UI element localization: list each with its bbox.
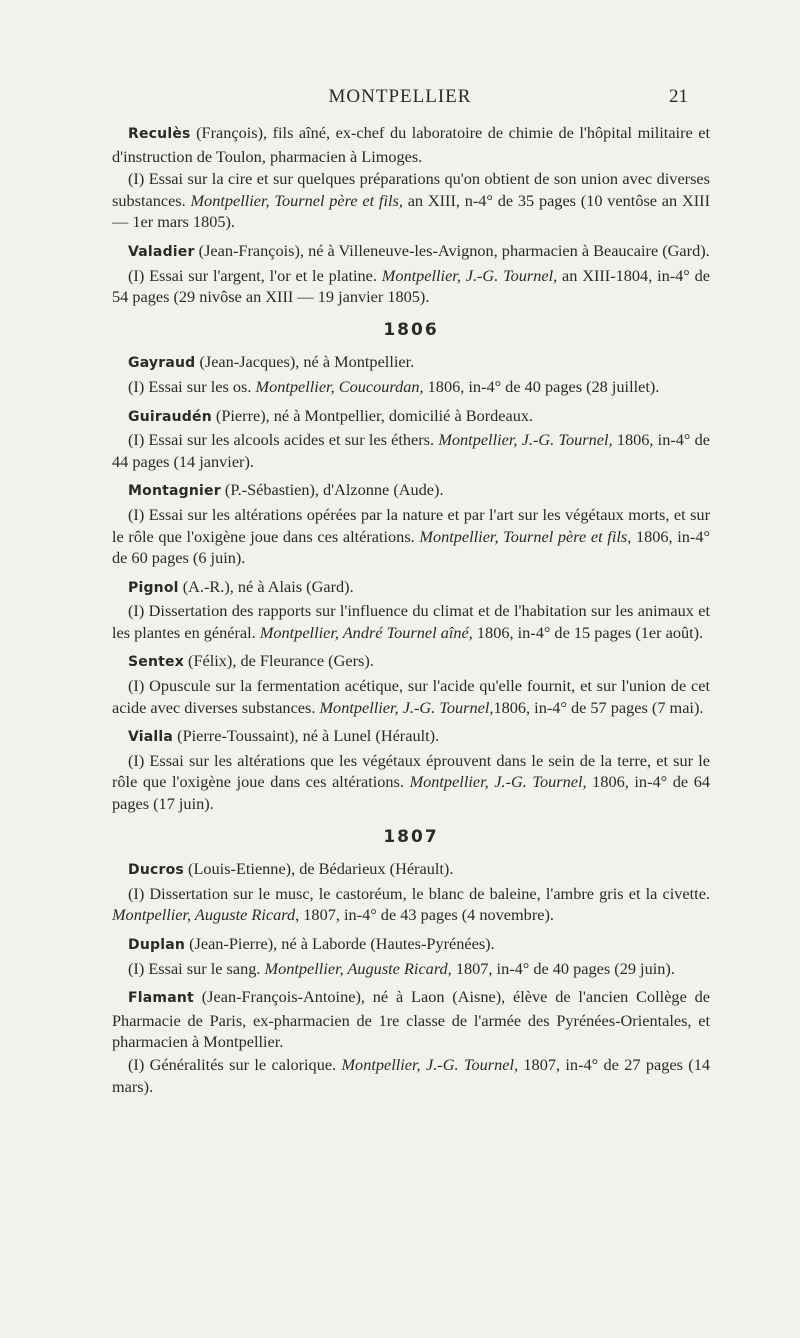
- page-header: [0, 86, 800, 114]
- publication-details: 1806, in-4° de 57 pages (7 mai).: [493, 697, 704, 717]
- author-details: (Pierre-Toussaint), né à Lunel (Hérault).: [173, 726, 440, 746]
- page-number: 21: [669, 86, 688, 107]
- bibliography-entry: [112, 351, 710, 397]
- work-title: (I) Essai sur l'argent, l'or et le platine.: [128, 265, 382, 285]
- bibliography-entry: [112, 576, 710, 644]
- document-body: [112, 122, 710, 1104]
- author-details: (Jean-François), né à Villeneuve-les-Avignon, pharmacien à Beaucaire (Gard).: [194, 240, 710, 260]
- publication-details: 1806, in-4° de 64 pages (17 juin).: [112, 772, 710, 814]
- author-surname: Reculès: [128, 126, 191, 142]
- work-citation: [112, 429, 710, 472]
- work-title: (I) Opuscule sur la fermentation acétique, sur l'acide qu'elle fournit, et sur l'union de cet acide avec diverses substances.: [112, 676, 710, 717]
- work-citation: [112, 883, 710, 926]
- publication-details: 1806, in-4° de 15 pages (1er août).: [472, 622, 704, 642]
- bibliography-entry: [112, 405, 710, 473]
- work-title: (I) Essai sur les os.: [128, 376, 256, 396]
- publication-details: 1806, in-4° de 40 pages (28 juillet).: [423, 376, 660, 396]
- publication-details: 1806, in-4° de 60 pages (6 juin).: [112, 526, 710, 568]
- author-line: [112, 933, 710, 957]
- author-details: (Jean-Jacques), né à Montpellier.: [195, 352, 415, 372]
- work-citation: [112, 600, 710, 643]
- publication-details: 1806, in-4° de 44 pages (14 janvier).: [112, 430, 710, 471]
- work-title: (I) Essai sur les altérations opérées par la nature et par l'art sur les végétaux morts, et sur le rôle que l'oxigène joue dans ces altérations.: [112, 504, 710, 546]
- author-details: (A.-R.), né à Alais (Gard).: [178, 576, 354, 596]
- bibliography-entry: [112, 858, 710, 926]
- publication-details: 1807, in-4° de 27 pages (14 mars).: [112, 1054, 710, 1096]
- publisher: Montpellier, Auguste Ricard,: [112, 905, 300, 925]
- author-line: [112, 479, 710, 503]
- author-details: (P.-Sébastien), d'Alzonne (Aude).: [220, 480, 444, 500]
- work-citation: [112, 1054, 710, 1097]
- author-surname: Sentex: [128, 654, 184, 671]
- year-heading: 1807: [383, 826, 439, 847]
- author-details: (Louis-Etienne), de Bédarieux (Hérault).: [183, 859, 454, 879]
- author-line: [112, 725, 710, 749]
- work-title: (I) Essai sur les altérations que les végétaux éprouvent dans le sein de la terre, et sur le rôle que l'oxigène joue dans ces altérations.: [112, 750, 710, 792]
- work-citation: [112, 675, 710, 718]
- author-line: [112, 240, 710, 264]
- publisher: Montpellier, Tournel père et fils,: [190, 190, 403, 210]
- bibliography-entry: [112, 933, 710, 979]
- publisher: Montpellier, J.-G. Tournel,: [341, 1054, 519, 1074]
- author-line: [112, 650, 710, 674]
- publisher: Montpellier, J.-G. Tournel,: [319, 697, 494, 717]
- author-surname: Ducros: [128, 862, 184, 879]
- publication-details: 1807, in-4° de 40 pages (29 juin).: [451, 958, 675, 978]
- publisher: Montpellier, J.-G. Tournel,: [409, 772, 587, 792]
- publisher: Montpellier, André Tournel aîné,: [259, 622, 473, 642]
- author-line: [112, 576, 710, 600]
- work-title: (I) Essai sur le sang.: [128, 958, 265, 978]
- publisher: Montpellier, Auguste Ricard,: [264, 958, 452, 978]
- work-citation: [112, 750, 710, 815]
- work-citation: [112, 168, 710, 233]
- author-details: (Jean-François-Antoine), né à Laon (Aisne), élève de l'ancien Collège de Pharmacie de Paris, ex-pharmacien de 1re classe de l'armée des Pyrénées-Orientales, et pharmacien à Montpellier.: [112, 987, 710, 1052]
- work-citation: [112, 265, 710, 308]
- author-line: [112, 858, 710, 882]
- publication-details: 1807, in-4° de 43 pages (4 novembre).: [299, 905, 554, 925]
- author-surname: Duplan: [128, 937, 186, 953]
- running-head: MONTPELLIER: [328, 86, 472, 107]
- author-surname: Montagnier: [128, 483, 221, 500]
- work-citation: [112, 376, 710, 398]
- author-line: [112, 405, 710, 429]
- publisher: Montpellier, Coucourdan,: [255, 376, 424, 396]
- author-details: (Jean-Pierre), né à Laborde (Hautes-Pyrénées).: [185, 934, 495, 953]
- bibliography-entry: [112, 240, 710, 308]
- work-title: (I) Essai sur la cire et sur quelques préparations qu'on obtient de son union avec diverses substances.: [112, 169, 710, 210]
- work-title: (I) Dissertation sur le musc, le castoréum, le blanc de baleine, l'ambre gris et la civette.: [128, 883, 710, 903]
- author-surname: Valadier: [128, 243, 195, 260]
- author-details: (Félix), de Fleurance (Gers).: [183, 651, 374, 671]
- work-citation: [112, 504, 710, 569]
- work-title: (I) Essai sur les alcools acides et sur les éthers.: [128, 430, 439, 450]
- publisher: Montpellier, J.-G. Tournel,: [381, 265, 558, 285]
- author-line: [112, 351, 710, 375]
- publication-details: an XIII, n-4° de 35 pages (10 ventôse an XIII — 1er mars 1805).: [112, 190, 710, 232]
- author-details: (François), fils aîné, ex-chef du laboratoire de chimie de l'hôpital militaire et d'instruction de Toulon, pharmacien à Limoges.: [112, 123, 710, 166]
- author-line: [112, 122, 710, 167]
- author-surname: Guiraudén: [128, 408, 212, 425]
- author-surname: Flamant: [128, 990, 194, 1007]
- publisher: Montpellier, J.-G. Tournel,: [438, 430, 613, 450]
- bibliography-entry: [112, 479, 710, 568]
- author-surname: Pignol: [128, 579, 179, 596]
- publication-details: an XIII-1804, in-4° de 54 pages (29 nivôse an XIII — 19 janvier 1805).: [112, 265, 710, 307]
- work-citation: [112, 958, 710, 980]
- bibliography-entry: [112, 650, 710, 718]
- work-title: (I) Dissertation des rapports sur l'influence du climat et de l'habitation sur les animaux et les plantes en général.: [112, 601, 710, 642]
- author-surname: Vialla: [128, 729, 174, 746]
- bibliography-entry: [112, 986, 710, 1097]
- publisher: Montpellier, Tournel père et fils,: [419, 526, 632, 546]
- bibliography-entry: [112, 122, 710, 233]
- work-title: (I) Généralités sur le calorique.: [128, 1054, 342, 1074]
- bibliography-entry: [112, 725, 710, 814]
- author-line: [112, 986, 710, 1053]
- author-details: (Pierre), né à Montpellier, domicilié à Bordeaux.: [211, 405, 534, 425]
- year-heading: 1806: [383, 319, 439, 340]
- author-surname: Gayraud: [128, 355, 196, 372]
